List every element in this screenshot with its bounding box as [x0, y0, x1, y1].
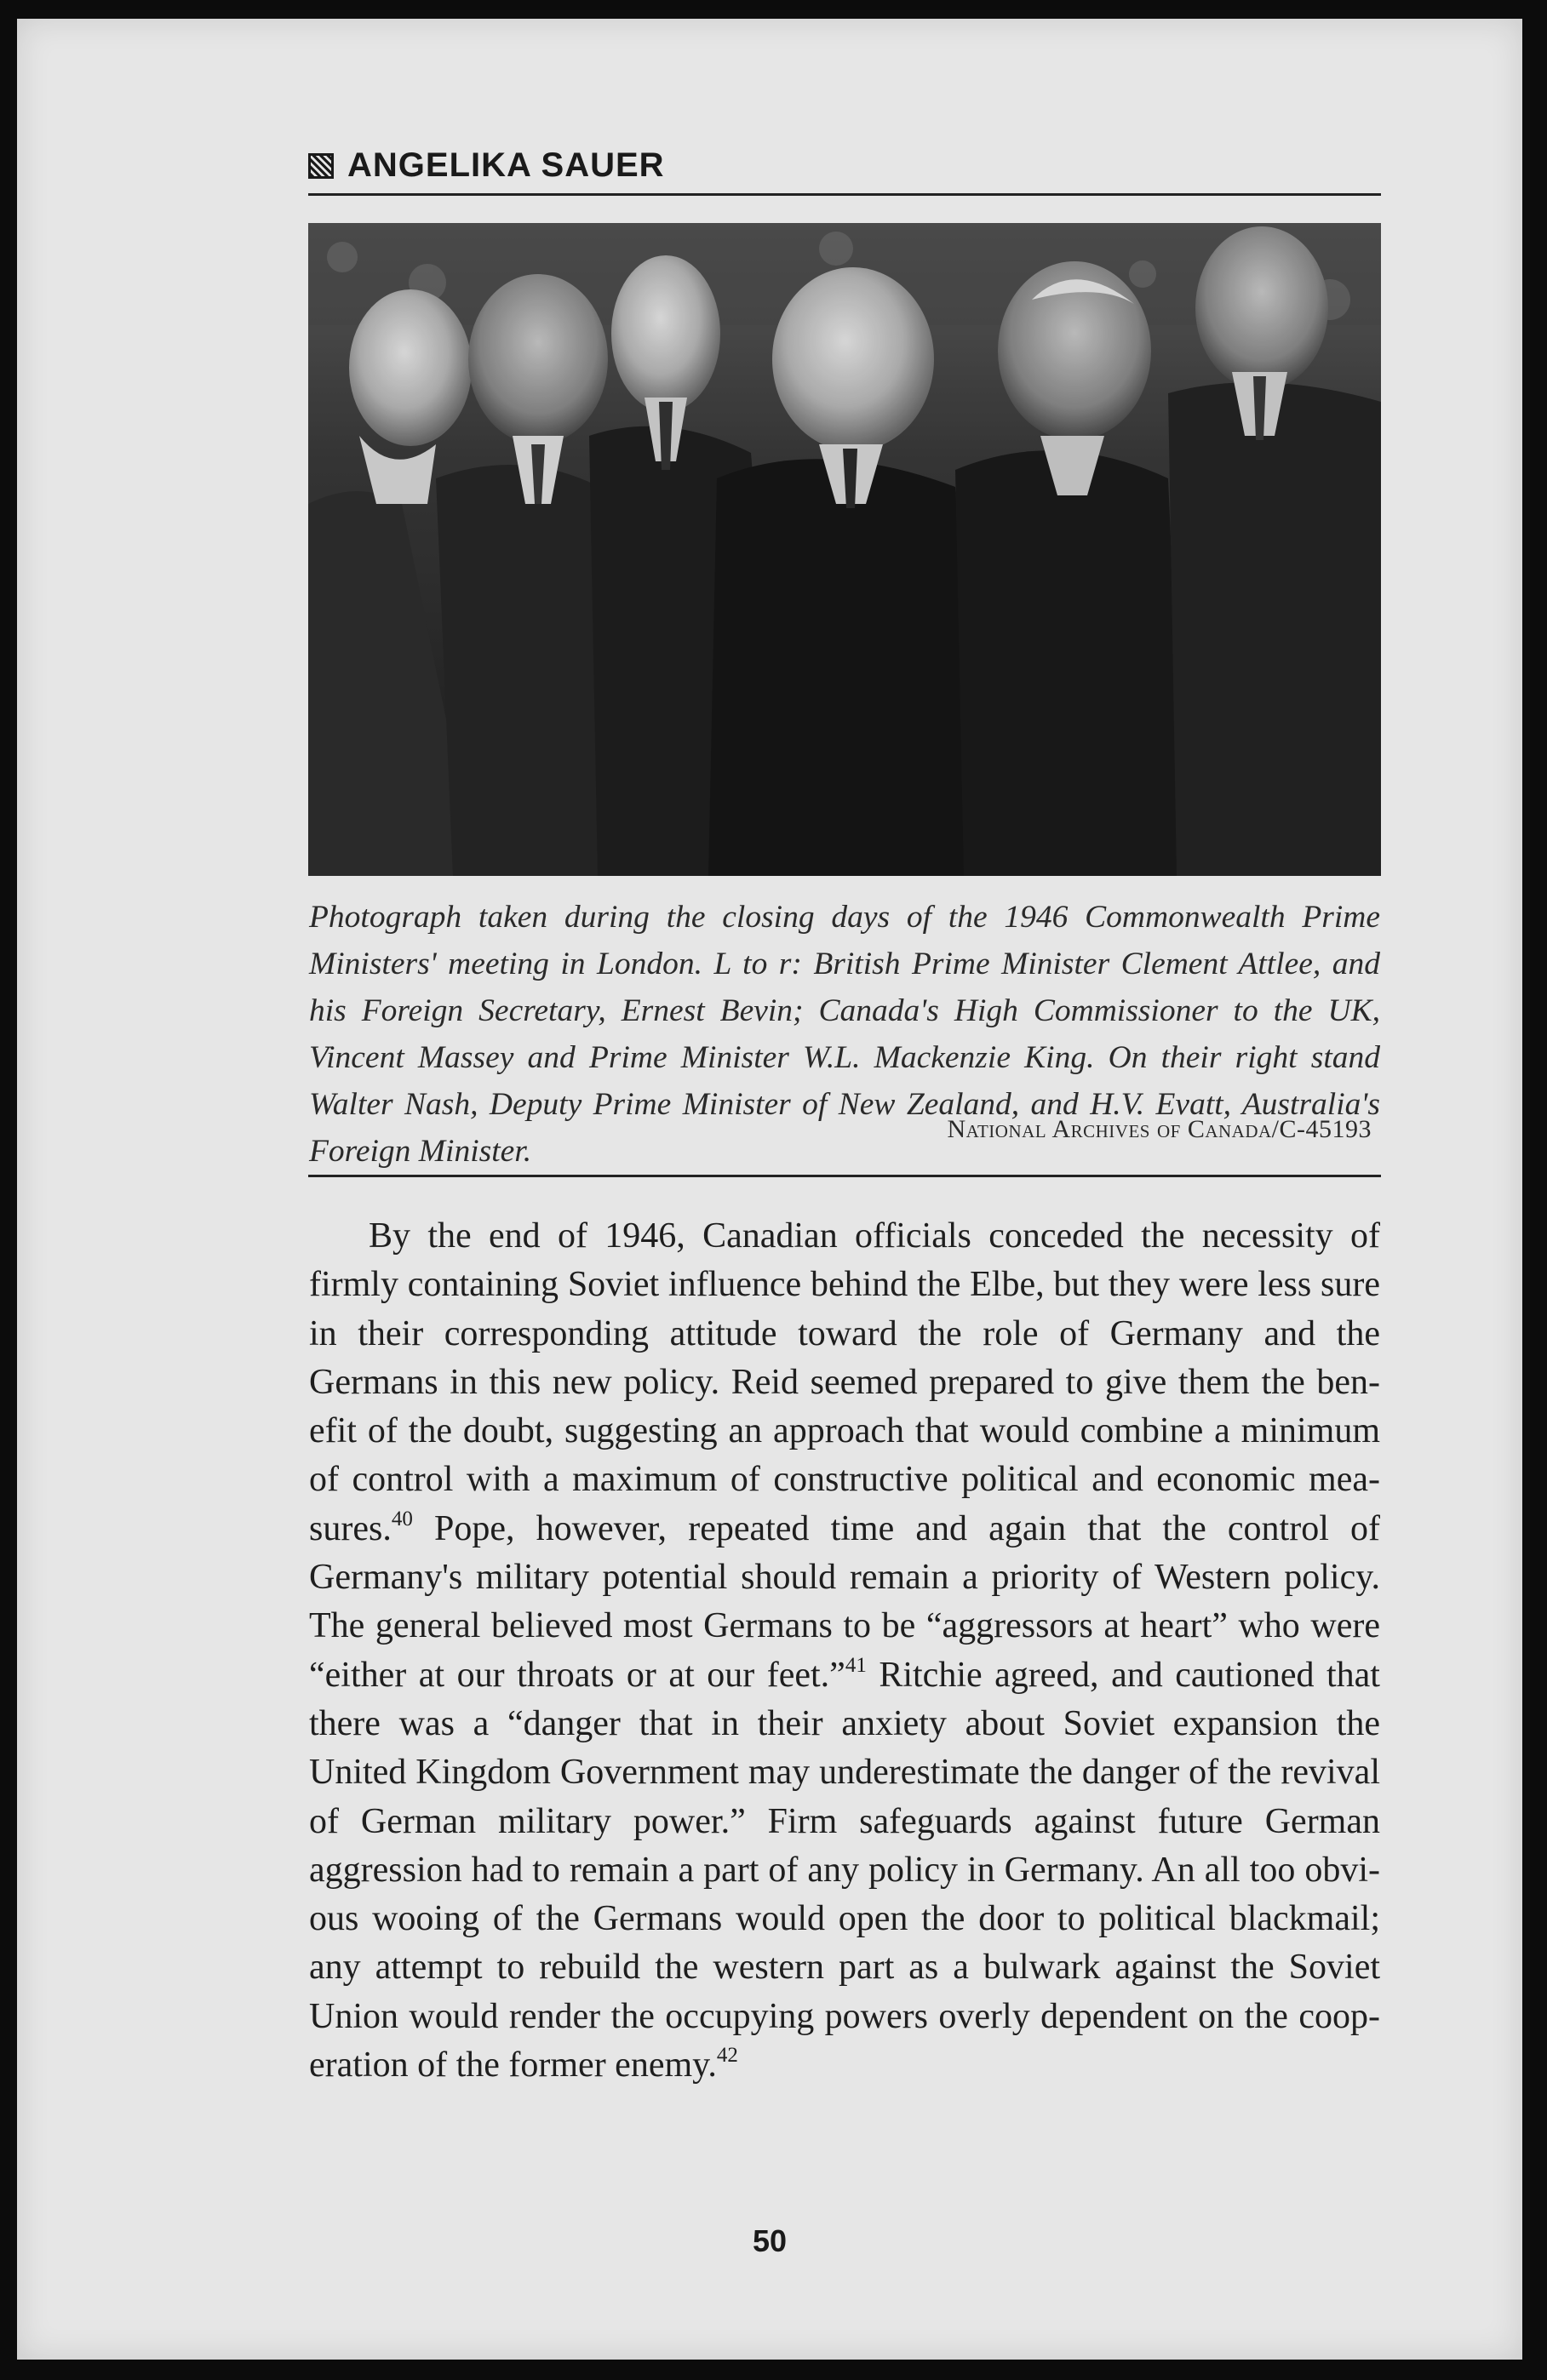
photo-credit-text: National Archives of Canada/C-45193: [947, 1115, 1372, 1143]
historical-photograph: [308, 223, 1381, 876]
book-page: [17, 19, 1522, 2360]
paragraph-part-1: By the end of 1946, Canadian officials conceded the necessity of firmly containing Soviet influence behind the Elbe, but they were less sure in their corresponding attitude toward the role of Germany and the Germans in this new policy. Reid seemed prepared to give them the benefit of the doubt, suggesting an approach that would combine a minimum of control with a maximum of constructive political and economic measures.: [309, 1216, 1380, 1548]
running-header: [308, 146, 1381, 185]
chapter-logo-icon: [308, 153, 334, 179]
section-rule: [308, 1175, 1381, 1177]
photo-caption: Photograph taken during the closing days of the 1946 Commonwealth Prime Ministers' meeting in London. L to r: British Prime Minister Clement Attlee, and his Foreign Secretary, Ernest Bevin; Canada's High Commissioner to the UK, Vincent Massey and Prime Minister W.L. Mackenzie King. On their right stand Walter Nash, Deputy Prime Minister of New Zealand, and H.V. Evatt, Australia's Foreign Minister.: [309, 900, 1380, 1169]
header-author: ANGELIKA SAUER: [347, 146, 665, 184]
footnote-ref-42: 42: [716, 2044, 738, 2068]
paragraph-part-2: Pope, however, repeated time and again that the control of Germany's military potential should remain a priority of Western policy. The general believed most Germans to be “aggressors at heart” who were “either at our throats or at our feet.”: [309, 1508, 1380, 1695]
footnote-ref-40: 40: [391, 1507, 413, 1530]
body-paragraph: [309, 1212, 1380, 2090]
header-rule: [308, 193, 1381, 196]
photo-credit: [309, 1115, 1372, 1144]
footnote-ref-41: 41: [845, 1653, 867, 1677]
page-number: 50: [752, 2223, 788, 2258]
paragraph-part-3: Ritchie agreed, and cautioned that there was a “danger that in their anxiety about Soviet expansion the United Kingdom Government may underestimate the danger of the revival of German military power.” Firm safeguards against future German aggression had to remain a part of any policy in Germany. An all too obvious wooing of the Germans would open the door to political blackmail; any attempt to rebuild the western part as a bulwark against the Soviet Union would render the occupying powers overly dependent on the cooperation of the former enemy.: [309, 1655, 1380, 2085]
